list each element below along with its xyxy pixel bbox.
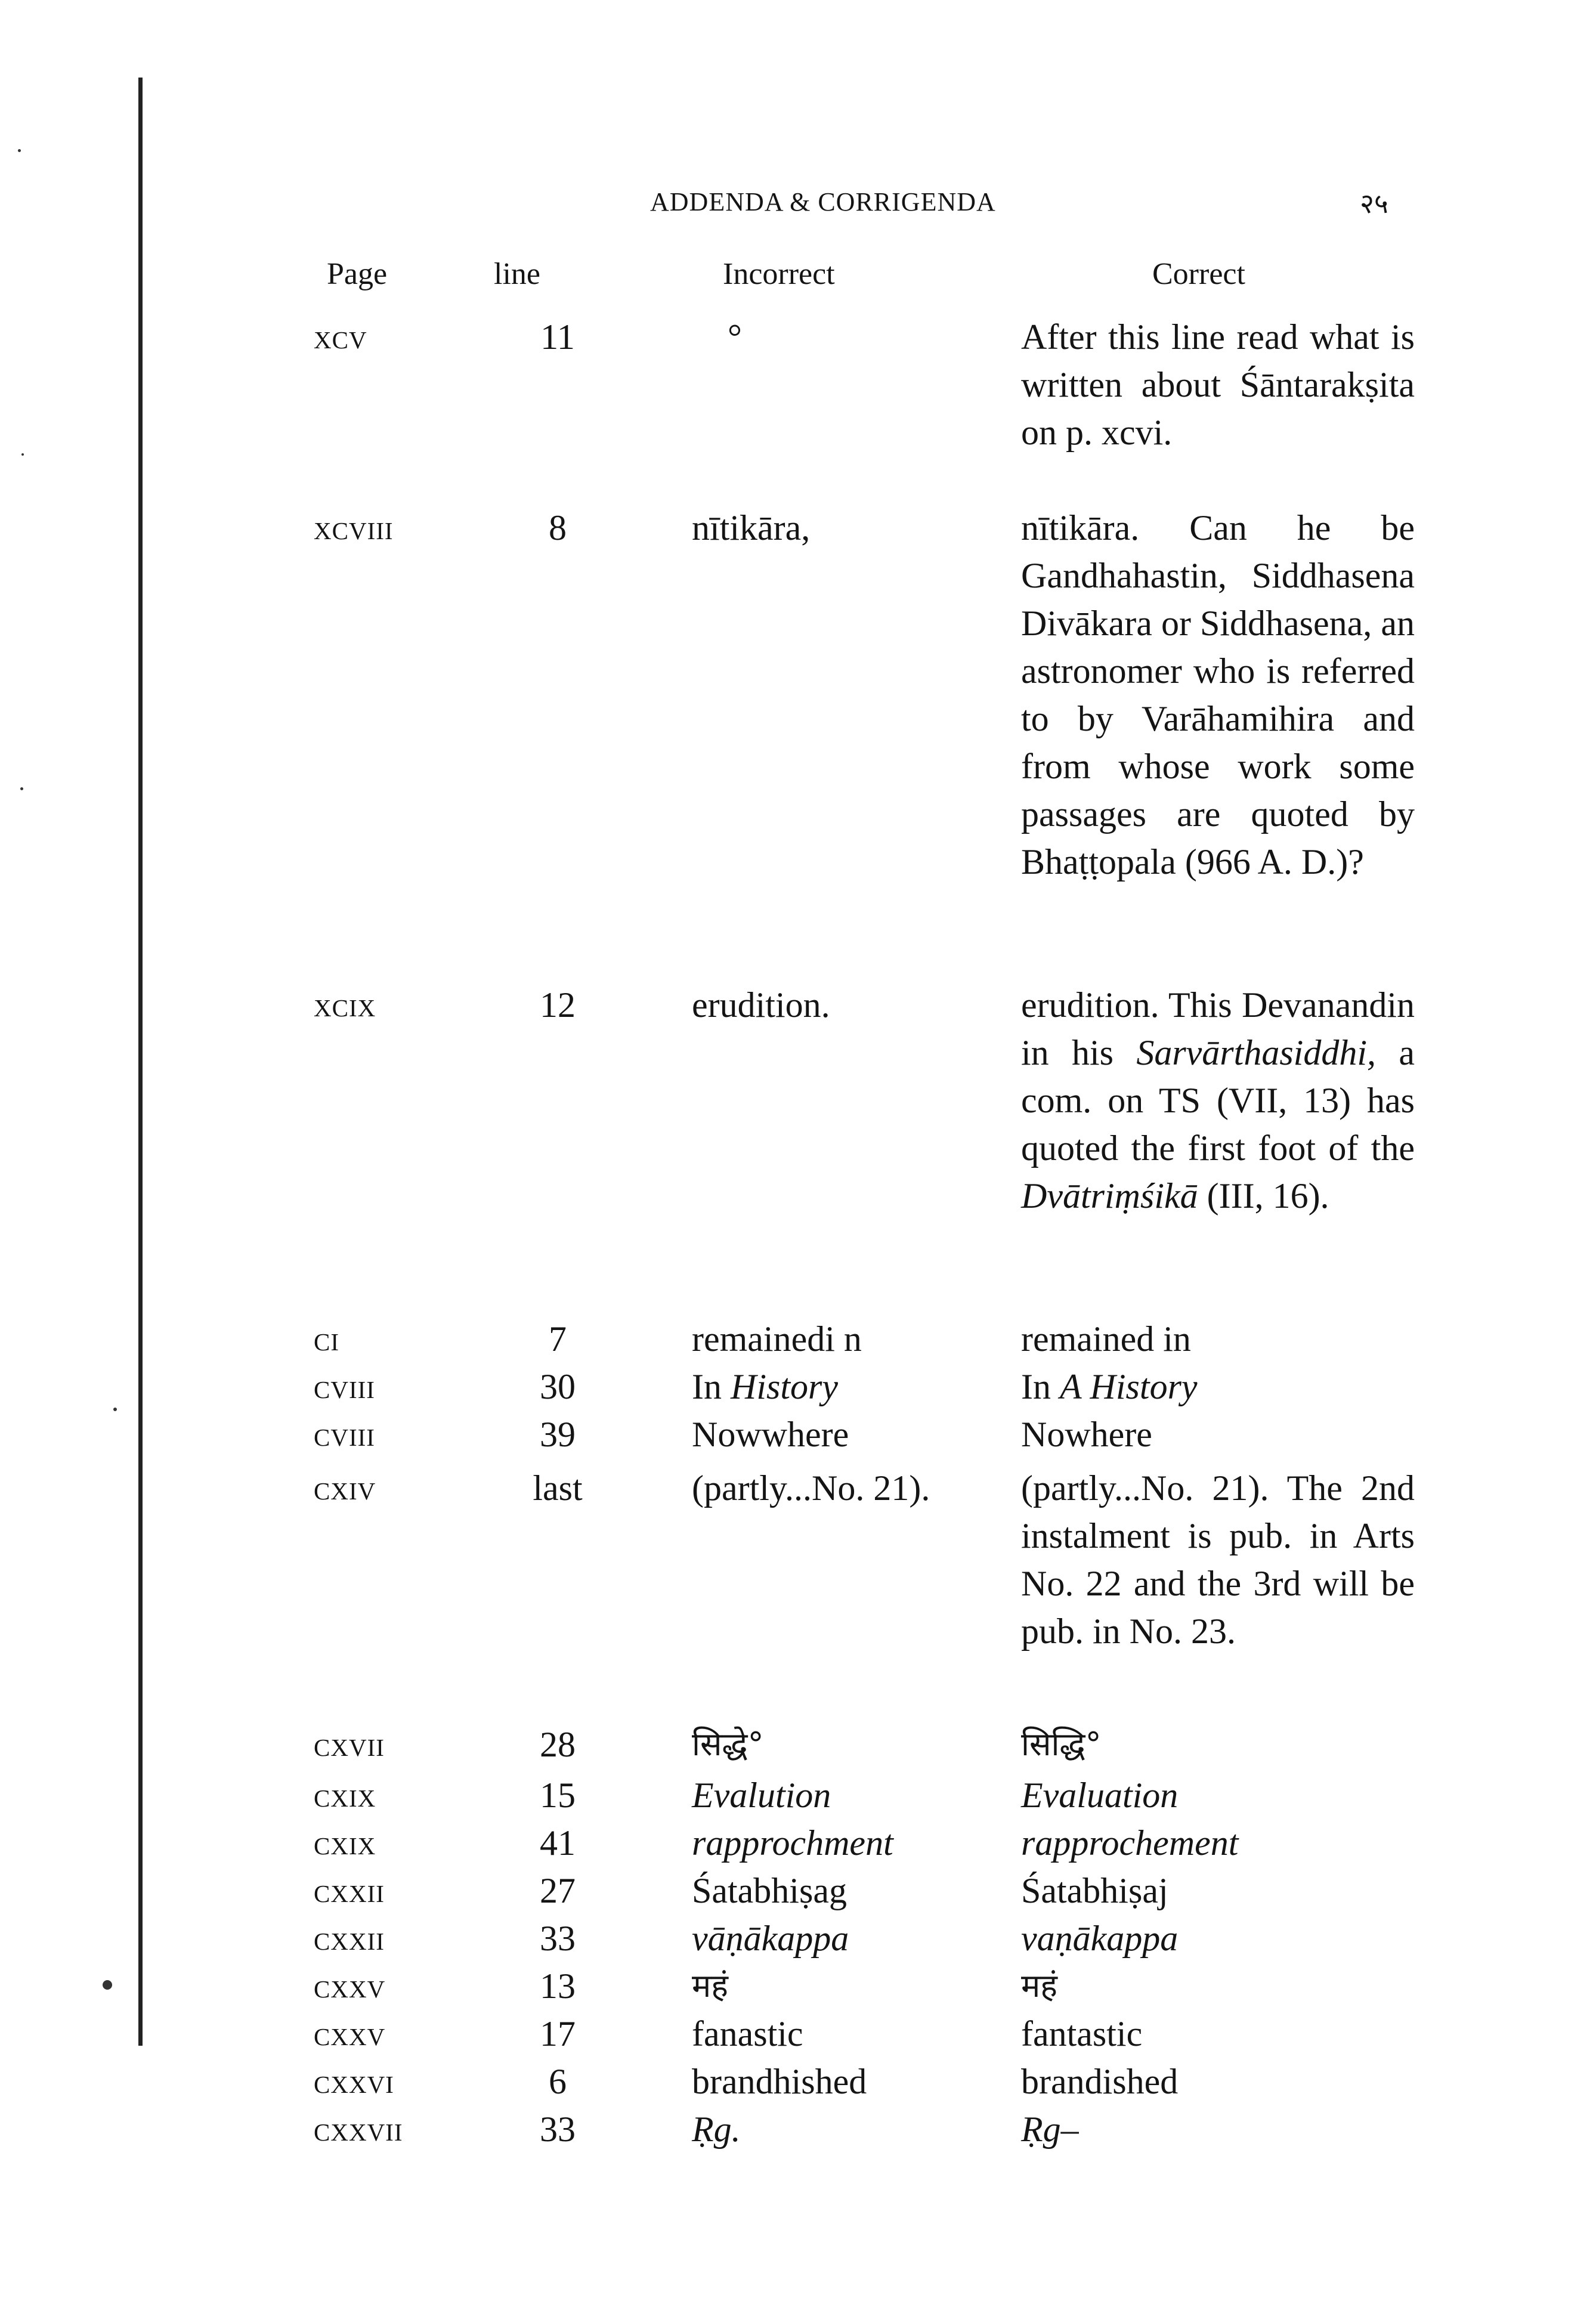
line-cell: 6	[549, 2062, 567, 2101]
column-header-page: Page	[327, 257, 388, 291]
scan-speck	[18, 149, 21, 152]
line-cell: 8	[549, 508, 567, 548]
line-cell: last	[533, 1468, 583, 1508]
page-cell: cxxii	[314, 1919, 385, 1957]
scan-speck	[20, 787, 23, 790]
incorrect-cell: fanastic	[692, 2014, 803, 2053]
correct-cell: Śatabhiṣaj	[1021, 1871, 1168, 1910]
line-cell: 17	[540, 2014, 576, 2053]
scan-speck	[113, 1408, 117, 1411]
column-header-correct: Correct	[1152, 257, 1245, 291]
page-cell: cviii	[314, 1367, 375, 1406]
incorrect-cell: rapprochment	[692, 1823, 893, 1863]
running-title: ADDENDA & CORRIGENDA	[650, 187, 996, 217]
correct-text: (III, 16).	[1198, 1176, 1329, 1216]
correct-cell: vaṇākappa	[1021, 1919, 1179, 1958]
correct-cell: महं	[1021, 1967, 1057, 2005]
correct-text: In	[1021, 1367, 1060, 1406]
page-cell: cxix	[314, 1823, 376, 1862]
page-cell: xcv	[314, 317, 367, 356]
incorrect-cell: °	[728, 317, 742, 357]
page-cell: cviii	[314, 1415, 375, 1453]
correct-cell	[1021, 981, 1415, 1220]
page-cell: cxiv	[314, 1468, 376, 1507]
correct-cell: remained in	[1021, 1319, 1191, 1359]
line-cell: 7	[549, 1319, 567, 1359]
page-cell: ci	[314, 1319, 339, 1358]
correct-cell: rapprochement	[1021, 1823, 1239, 1863]
correct-cell: After this line read what is written about Śāntarakṣita on p. xcvi.	[1021, 317, 1415, 452]
line-cell: 12	[540, 985, 576, 1025]
work-title: Sarvārthasiddhi,	[1136, 1033, 1377, 1072]
incorrect-cell: brandhished	[692, 2062, 867, 2101]
column-header-line: line	[494, 257, 540, 291]
line-cell: 15	[540, 1776, 576, 1815]
correct-cell: Evaluation	[1021, 1776, 1179, 1815]
correct-cell: fantastic	[1021, 2014, 1143, 2053]
correct-cell: nītikāra. Can he be Gandhahastin, Siddhasena Divākara or Siddhasena, an astronomer who is referred to by Varāhamihira and from whose work some passages are quoted by Bhaṭṭopala (966 A. D.)?	[1021, 508, 1415, 882]
page-cell: cxvii	[314, 1725, 385, 1764]
scan-speck	[103, 1980, 112, 1990]
column-header-incorrect: Incorrect	[723, 257, 835, 291]
correct-cell: सिद्धि°	[1021, 1725, 1102, 1763]
correct-text: erudition. This Devanandin in his	[1021, 985, 1415, 1072]
margin-rule	[138, 78, 143, 2046]
line-cell: 30	[540, 1367, 576, 1406]
correct-cell: brandished	[1021, 2062, 1179, 2101]
incorrect-text: In	[692, 1367, 731, 1406]
page-cell: xcviii	[314, 508, 394, 547]
incorrect-cell: सिद्धे°	[692, 1725, 764, 1763]
page-cell: xcix	[314, 985, 376, 1024]
incorrect-cell: Ṛg.	[692, 2110, 741, 2149]
incorrect-cell: nītikāra,	[692, 508, 811, 548]
scan-speck	[21, 453, 24, 456]
page-cell: cxxvii	[314, 2110, 403, 2148]
incorrect-cell: erudition.	[692, 985, 830, 1025]
incorrect-cell: Nowwhere	[692, 1415, 849, 1454]
correct-italic: A History	[1059, 1367, 1198, 1406]
incorrect-cell: Evalution	[692, 1776, 831, 1815]
page-number: २५	[1360, 187, 1388, 219]
line-cell: 27	[540, 1871, 576, 1910]
incorrect-cell: remainedi n	[692, 1319, 862, 1359]
page-cell: cxxii	[314, 1871, 385, 1910]
incorrect-italic: History	[730, 1367, 838, 1406]
correct-cell: (partly...No. 21). The 2nd instalment is pub. in Arts No. 22 and the 3rd will be pub. in No. 23.	[1021, 1468, 1415, 1651]
work-title: Dvātriṃśikā	[1021, 1176, 1198, 1216]
incorrect-cell: (partly...No. 21).	[692, 1468, 930, 1508]
line-cell: 11	[540, 317, 575, 357]
line-cell: 39	[540, 1415, 576, 1454]
correct-cell	[1021, 1363, 1415, 1411]
line-cell: 28	[540, 1725, 576, 1764]
correct-cell: Nowhere	[1021, 1415, 1152, 1454]
page-cell: cxxv	[314, 1966, 386, 2005]
page-cell: cxxv	[314, 2014, 386, 2053]
line-cell: 13	[540, 1966, 576, 2006]
page-cell: cxxvi	[314, 2062, 394, 2101]
correct-cell: Ṛg–	[1021, 2110, 1079, 2149]
line-cell: 33	[540, 2110, 576, 2149]
line-cell: 33	[540, 1919, 576, 1958]
page-cell: cxix	[314, 1776, 376, 1814]
line-cell: 41	[540, 1823, 576, 1863]
incorrect-cell: Śatabhiṣag	[692, 1871, 847, 1910]
correct-text: a com. on TS (VII, 13) has quoted the first foot of the	[1021, 1033, 1415, 1168]
incorrect-cell: महं	[692, 1967, 728, 2005]
page-header	[0, 182, 1596, 230]
incorrect-cell: vāṇākappa	[692, 1919, 849, 1958]
incorrect-cell	[692, 1363, 1026, 1411]
